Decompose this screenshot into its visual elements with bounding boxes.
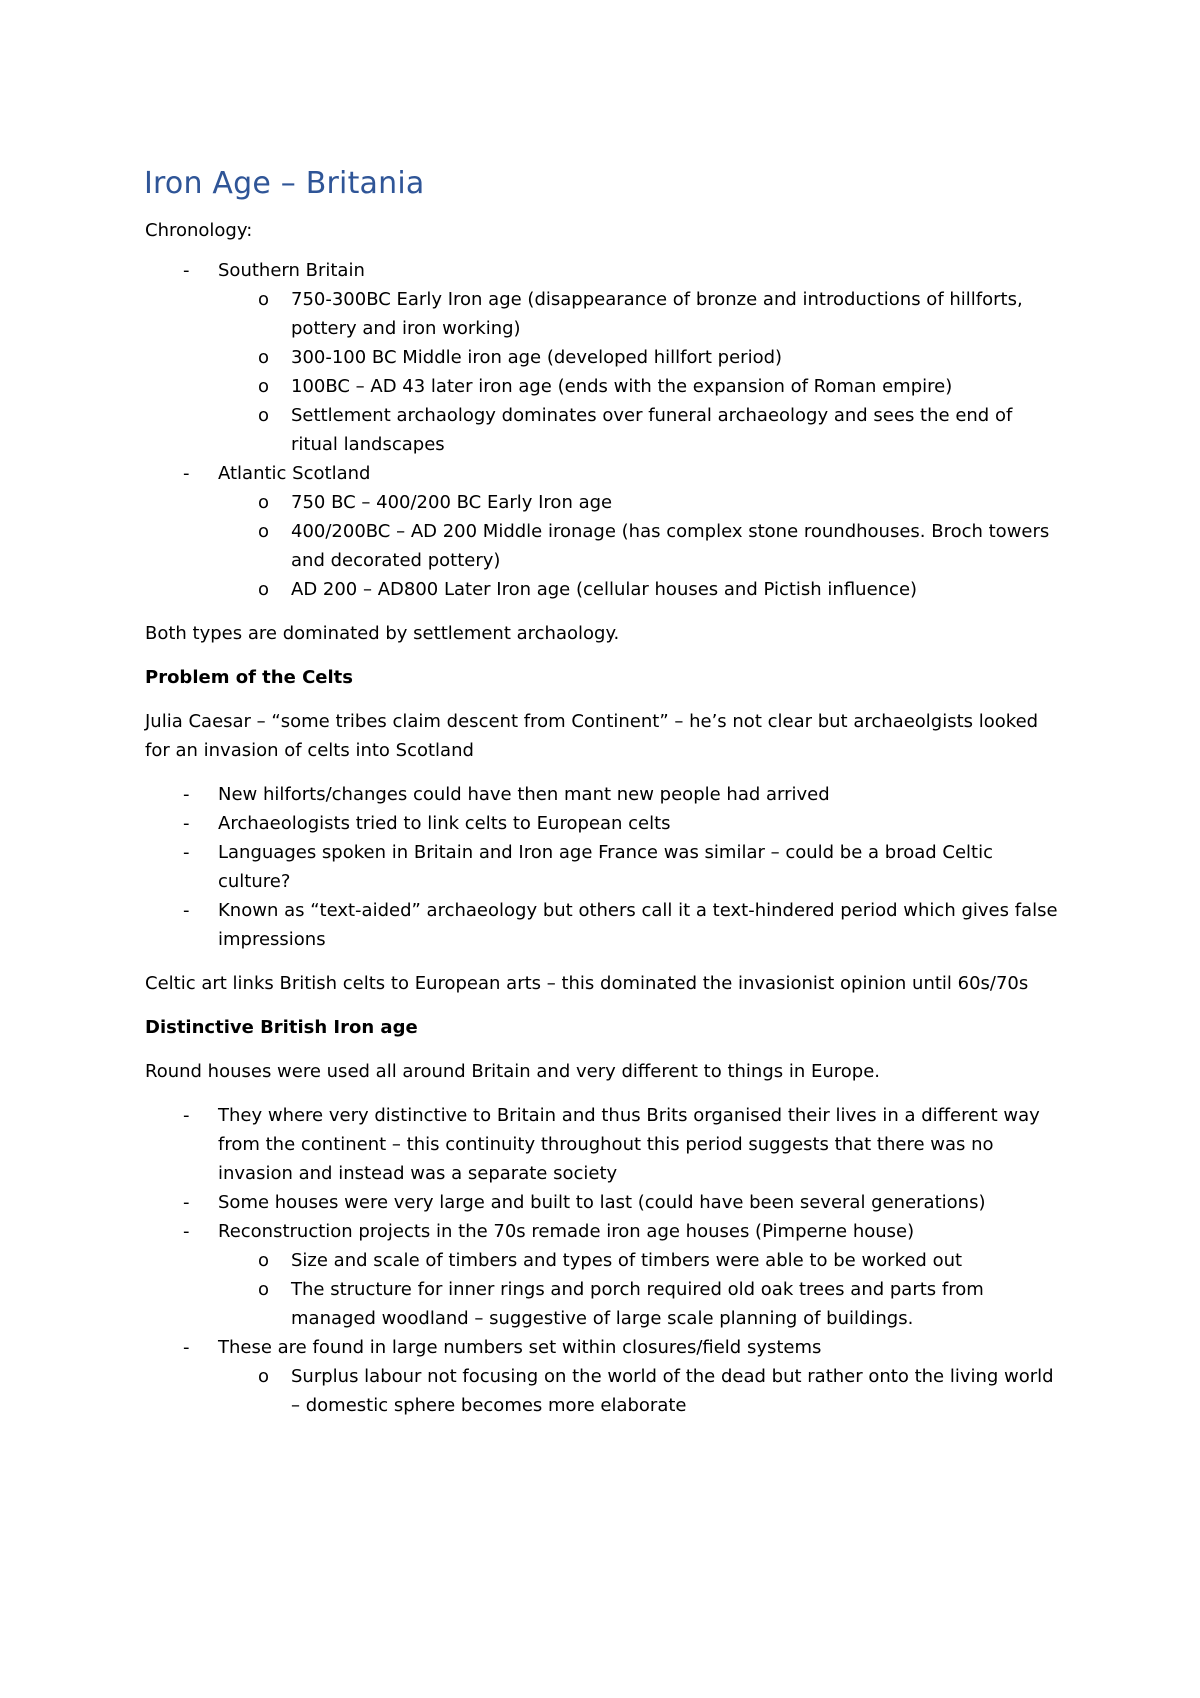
chronology-label: Chronology: bbox=[145, 220, 253, 241]
list-item-text: 100BC – AD 43 later iron age (ends with the expansion of Roman empire) bbox=[291, 376, 953, 397]
list-item-text: Reconstruction projects in the 70s remade iron age houses (Pimperne house) bbox=[218, 1221, 915, 1242]
dash-bullet: - bbox=[183, 463, 190, 484]
section-heading: Distinctive British Iron age bbox=[145, 1017, 418, 1038]
circle-bullet: o bbox=[258, 1366, 270, 1387]
dash-bullet: - bbox=[183, 1221, 190, 1242]
circle-bullet: o bbox=[258, 579, 270, 600]
list-item bbox=[145, 256, 1075, 285]
dash-bullet: - bbox=[183, 260, 190, 281]
list-item bbox=[145, 896, 1075, 925]
section-heading: Problem of the Celts bbox=[145, 667, 353, 688]
list-item-text: AD 200 – AD800 Later Iron age (cellular houses and Pictish influence) bbox=[291, 579, 918, 600]
list-item-continuation: ritual landscapes bbox=[291, 434, 445, 455]
list-item bbox=[145, 459, 1075, 488]
list-item bbox=[145, 1188, 1075, 1217]
list-item bbox=[145, 1101, 1075, 1130]
list-item-text: Archaeologists tried to link celts to European celts bbox=[218, 813, 671, 834]
dash-bullet: - bbox=[183, 784, 190, 805]
circle-bullet: o bbox=[258, 405, 270, 426]
list-item-continuation: culture? bbox=[218, 871, 291, 892]
circle-bullet: o bbox=[258, 521, 270, 542]
list-item bbox=[145, 1246, 1075, 1275]
circle-bullet: o bbox=[258, 347, 270, 368]
circle-bullet: o bbox=[258, 289, 270, 310]
dash-bullet: - bbox=[183, 1337, 190, 1358]
list-item-text: Some houses were very large and built to last (could have been several generations) bbox=[218, 1192, 986, 1213]
list-item-text: 400/200BC – AD 200 Middle ironage (has complex stone roundhouses. Broch towers bbox=[291, 521, 1050, 542]
list-item bbox=[145, 1275, 1075, 1304]
list-item bbox=[145, 517, 1075, 546]
list-item-text: 750-300BC Early Iron age (disappearance of bronze and introductions of hillforts, bbox=[291, 289, 1023, 310]
list-item bbox=[145, 838, 1075, 867]
atlantic-scotland-label: Atlantic Scotland bbox=[218, 463, 371, 484]
list-item bbox=[145, 1333, 1075, 1362]
list-item bbox=[145, 1217, 1075, 1246]
circle-bullet: o bbox=[258, 376, 270, 397]
list-item-text: Surplus labour not focusing on the world of the dead but rather onto the living world bbox=[291, 1366, 1054, 1387]
dash-bullet: - bbox=[183, 813, 190, 834]
list-item-text: Languages spoken in Britain and Iron age France was similar – could be a broad Celtic bbox=[218, 842, 994, 863]
list-item bbox=[145, 372, 1075, 401]
circle-bullet: o bbox=[258, 1250, 270, 1271]
dash-bullet: - bbox=[183, 842, 190, 863]
list-item-text: These are found in large numbers set within closures/field systems bbox=[218, 1337, 822, 1358]
circle-bullet: o bbox=[258, 1279, 270, 1300]
dash-bullet: - bbox=[183, 1192, 190, 1213]
list-item-text: New hilforts/changes could have then mant new people had arrived bbox=[218, 784, 830, 805]
circle-bullet: o bbox=[258, 492, 270, 513]
page-title: Iron Age – Britania bbox=[144, 166, 425, 201]
list-item bbox=[145, 575, 1075, 604]
paragraph: Round houses were used all around Britain and very different to things in Europe. bbox=[145, 1061, 880, 1082]
list-item-continuation: invasion and instead was a separate society bbox=[218, 1163, 618, 1184]
southern-britain-label: Southern Britain bbox=[218, 260, 365, 281]
list-item bbox=[145, 809, 1075, 838]
paragraph-continuation: for an invasion of celts into Scotland bbox=[145, 740, 474, 761]
list-item-text: Size and scale of timbers and types of timbers were able to be worked out bbox=[291, 1250, 963, 1271]
document-body bbox=[145, 216, 1075, 1420]
list-item-continuation: and decorated pottery) bbox=[291, 550, 501, 571]
dash-bullet: - bbox=[183, 900, 190, 921]
list-item bbox=[145, 343, 1075, 372]
paragraph: Celtic art links British celts to European arts – this dominated the invasionist opinion until 60s/70s bbox=[145, 973, 1029, 994]
list-item-continuation: pottery and iron working) bbox=[291, 318, 521, 339]
list-item-continuation: from the continent – this continuity throughout this period suggests that there was no bbox=[218, 1134, 994, 1155]
list-item-continuation: managed woodland – suggestive of large scale planning of buildings. bbox=[291, 1308, 914, 1329]
list-item-continuation: impressions bbox=[218, 929, 326, 950]
list-item bbox=[145, 780, 1075, 809]
list-item-text: 300-100 BC Middle iron age (developed hillfort period) bbox=[291, 347, 783, 368]
list-item-text: Settlement archaology dominates over funeral archaeology and sees the end of bbox=[291, 405, 1013, 426]
list-item-text: 750 BC – 400/200 BC Early Iron age bbox=[291, 492, 613, 513]
list-item bbox=[145, 1362, 1075, 1391]
list-item-text: They where very distinctive to Britain and thus Brits organised their lives in a different way bbox=[218, 1105, 1040, 1126]
list-item bbox=[145, 285, 1075, 314]
dash-bullet: - bbox=[183, 1105, 190, 1126]
list-item bbox=[145, 488, 1075, 517]
list-item-text: Known as “text-aided” archaeology but others call it a text-hindered period which gives false bbox=[218, 900, 1058, 921]
paragraph: Both types are dominated by settlement archaology. bbox=[145, 623, 620, 644]
list-item-text: The structure for inner rings and porch required old oak trees and parts from bbox=[291, 1279, 984, 1300]
paragraph: Julia Caesar – “some tribes claim descent from Continent” – he’s not clear but archaeolgists looked bbox=[145, 711, 1039, 732]
list-item bbox=[145, 401, 1075, 430]
list-item-continuation: – domestic sphere becomes more elaborate bbox=[291, 1395, 687, 1416]
